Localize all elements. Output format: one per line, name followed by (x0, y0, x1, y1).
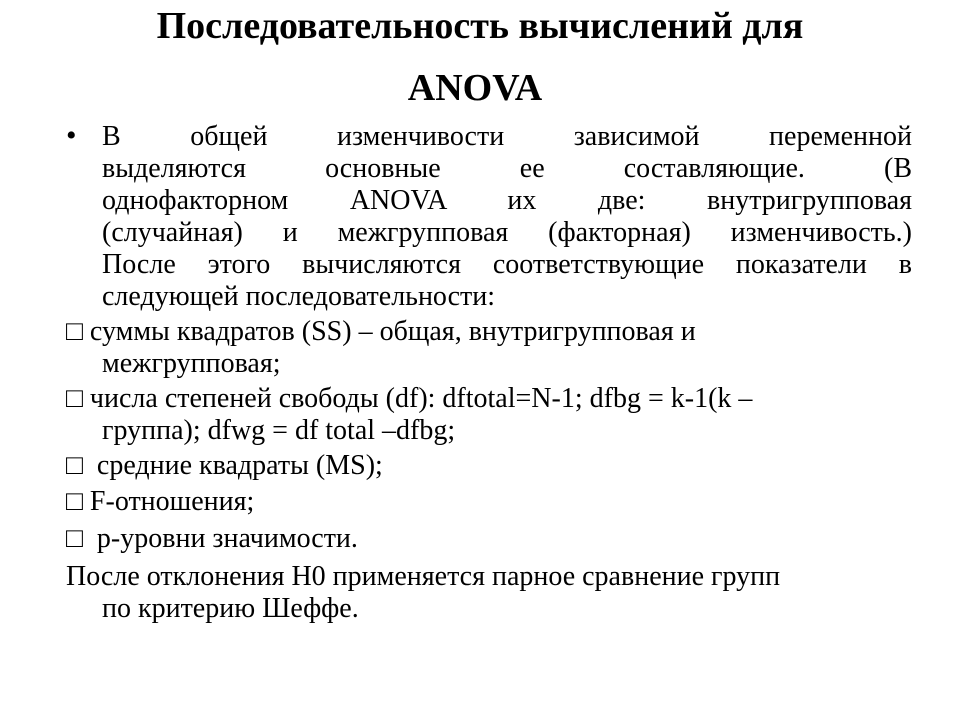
bullet-marker: • (66, 119, 77, 152)
slide-title-line-1: Последовательность вычислений для (156, 5, 804, 47)
list-item-text: F-отношения; (89, 486, 255, 517)
checkbox-square-icon: □ (66, 523, 83, 554)
intro-line-3: однофакторном ANOVA их две: внутригрупповая (102, 185, 912, 216)
intro-line-2: выделяются основные ее составляющие. (В (102, 153, 912, 184)
intro-line-1: В общей изменчивости зависимой переменной (102, 121, 912, 152)
list-item-continuation: группа); dfwg = df total –dfbg; (102, 415, 456, 446)
slide-title-line-2: ANOVA (407, 67, 543, 109)
closing-note-continuation: по критерию Шеффе. (102, 593, 359, 624)
intro-bullet (66, 121, 912, 313)
intro-line-6: следующей последовательности: (102, 281, 496, 312)
list-item-text: суммы квадратов (SS) – общая, внутригрупповая и (89, 316, 696, 347)
closing-note (66, 561, 896, 625)
checkbox-square-icon: □ (66, 316, 83, 347)
list-item-continuation: межгрупповая; (102, 348, 281, 379)
list-item-degrees-of-freedom (66, 383, 896, 447)
intro-line-4: (случайная) и межгрупповая (факторная) изменчивость.) (102, 217, 912, 248)
list-item-f-ratios (66, 486, 896, 518)
checkbox-square-icon: □ (66, 486, 83, 517)
list-item-p-levels (66, 523, 896, 555)
list-item-text: числа степеней свободы (df): dftotal=N-1; dfbg = k-1(k – (89, 383, 753, 414)
intro-line-5: После этого вычисляются соответствующие показатели в (102, 249, 912, 280)
closing-note-text: После отклонения H0 применяется парное сравнение групп (66, 561, 781, 592)
list-item-text: средние квадраты (MS); (89, 450, 383, 481)
list-item-text: p-уровни значимости. (89, 523, 358, 554)
list-item-sums-of-squares (66, 316, 896, 380)
intro-bullet-text (102, 121, 912, 313)
checkbox-square-icon: □ (66, 383, 83, 414)
checkbox-square-icon: □ (66, 450, 83, 481)
list-item-mean-squares (66, 450, 896, 482)
